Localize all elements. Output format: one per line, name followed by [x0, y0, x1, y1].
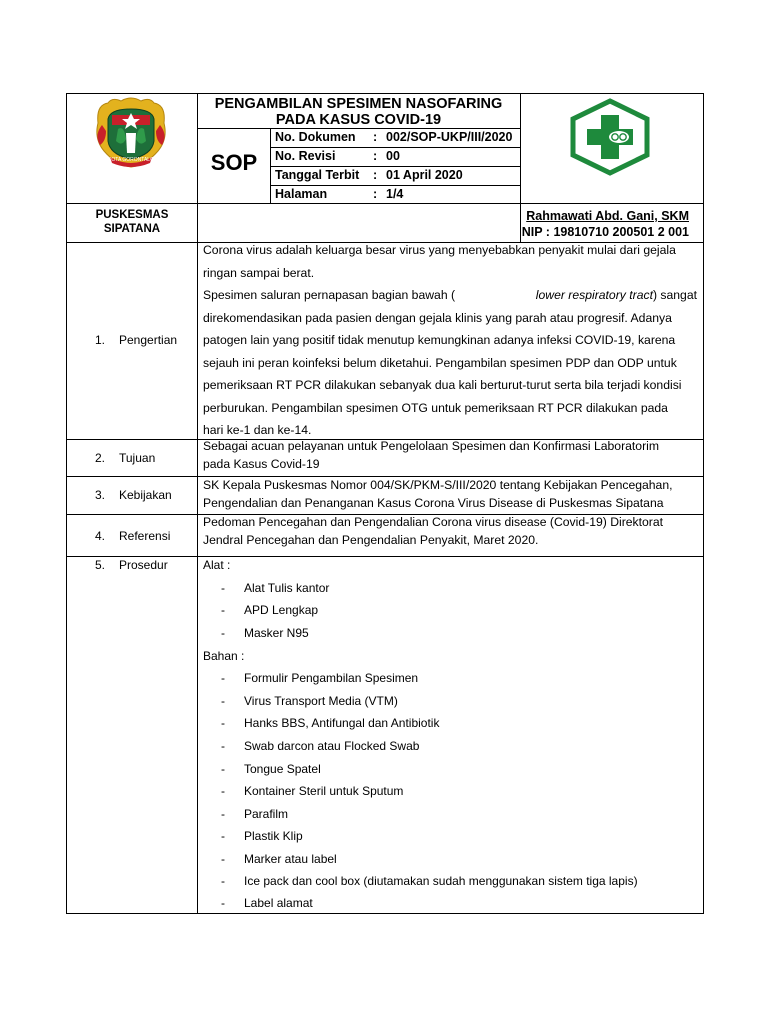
- bahan-item: Ice pack dan cool box (diutamakan sudah menggunakan sistem tiga lapis): [244, 874, 638, 888]
- list-dash: -: [221, 694, 225, 708]
- bahan-item: Tongue Spatel: [244, 762, 321, 776]
- bahan-item: Virus Transport Media (VTM): [244, 694, 398, 708]
- meta-colon: :: [373, 187, 378, 201]
- sop-label: SOP: [210, 150, 258, 175]
- puskesmas-logo: [567, 97, 653, 177]
- section-number-5: 5.: [95, 558, 106, 572]
- section-label-kebijakan: Kebijakan: [119, 488, 172, 502]
- bahan-item: Plastik Klip: [244, 829, 303, 843]
- list-dash: -: [221, 852, 225, 866]
- list-dash: -: [221, 762, 225, 776]
- alat-item: Masker N95: [244, 626, 309, 640]
- list-dash: -: [221, 739, 225, 753]
- tujuan-text: [203, 437, 697, 473]
- section-label-pengertian: Pengertian: [119, 333, 178, 347]
- column-divider: [197, 93, 198, 914]
- meta-value-halaman: 1/4: [386, 187, 404, 201]
- meta-label-no-revisi: No. Revisi: [275, 149, 336, 163]
- bahan-item: Kontainer Steril untuk Sputum: [244, 784, 404, 798]
- meta-label-halaman: Halaman: [275, 187, 328, 201]
- org-line-1: PUSKESMAS: [95, 209, 169, 221]
- document-title: [197, 96, 520, 128]
- pengertian-line: ringan sampai berat.: [203, 265, 315, 280]
- bahan-item: Hanks BBS, Antifungal dan Antibiotik: [244, 716, 440, 730]
- alat-item: APD Lengkap: [244, 603, 319, 617]
- meta-value-tanggal-terbit: 01 April 2020: [386, 168, 463, 182]
- row4-bottom-line: [66, 556, 704, 557]
- section-number-4: 4.: [95, 529, 106, 543]
- org-name: [67, 208, 197, 236]
- pengertian-text: [203, 239, 697, 442]
- kota-gorontalo-seal-logo: [88, 95, 174, 170]
- bahan-item: Marker atau label: [244, 852, 337, 866]
- sop-meta-divider: [270, 128, 271, 203]
- list-dash: -: [221, 829, 225, 843]
- list-dash: -: [221, 896, 225, 910]
- pengertian-line3-pre: Spesimen saluran pernapasan bagian bawah (: [203, 288, 456, 302]
- referensi-line: Pedoman Pencegahan dan Pengendalian Corona virus disease (Covid-19) Direktorat: [203, 515, 664, 529]
- pengertian-line: patogen lain yang positif tidak menutup kemungkinan adanya infeksi COVID-19, karena: [203, 333, 676, 347]
- pengertian-line: Corona virus adalah keluarga besar virus yang menyebabkan penyakit mulai dari gejala: [203, 243, 676, 257]
- meta-colon: :: [373, 168, 378, 182]
- meta-label-no-dokumen: No. Dokumen: [275, 130, 356, 144]
- alat-heading: Alat :: [203, 558, 231, 572]
- meta-label-tanggal-terbit: Tanggal Terbit: [275, 168, 360, 182]
- seal-caption: KOTA GORONTALO: [108, 157, 154, 163]
- list-dash: -: [221, 626, 225, 640]
- meta-colon: :: [373, 149, 378, 163]
- kebijakan-line: Pengendalian dan Penanganan Kasus Corona Virus Disease di Puskesmas Sipatana: [203, 496, 664, 510]
- referensi-line: Jendral Pencegahan dan Pengendalian Penyakit, Maret 2020.: [203, 533, 539, 547]
- kebijakan-line: SK Kepala Puskesmas Nomor 004/SK/PKM-S/III/2020 tentang Kebijakan Pencegahan,: [203, 478, 673, 492]
- bahan-item: Label alamat: [244, 896, 313, 910]
- section-label-tujuan: Tujuan: [119, 451, 156, 465]
- meta-value-no-revisi: 00: [386, 149, 400, 163]
- bahan-item: Parafilm: [244, 807, 289, 821]
- table-border-right: [703, 93, 704, 914]
- meta-row-line-3: [270, 185, 520, 186]
- signer-nip: NIP : 19810710 200501 2 001: [521, 225, 689, 239]
- list-dash: -: [221, 603, 225, 617]
- list-dash: -: [221, 807, 225, 821]
- meta-row-line-2: [270, 166, 520, 167]
- section-number-2: 2.: [95, 451, 106, 465]
- kebijakan-text: [203, 476, 697, 512]
- header-bottom-line: [66, 203, 704, 204]
- title-line-1: PENGAMBILAN SPESIMEN NASOFARING: [214, 96, 503, 112]
- pengertian-line: [203, 284, 697, 307]
- tujuan-line: pada Kasus Covid-19: [203, 457, 320, 471]
- pengertian-line: direkomendasikan pada pasien dengan gejala klinis yang parah atau progresif. Adanya: [203, 310, 672, 325]
- table-border-bottom: [66, 913, 704, 914]
- section-label-prosedur: Prosedur: [119, 558, 168, 572]
- bahan-item: Swab darcon atau Flocked Swab: [244, 739, 420, 753]
- list-dash: -: [221, 581, 225, 595]
- signer-block: [520, 208, 689, 240]
- title-line-2: PADA KASUS COVID-19: [275, 112, 442, 128]
- meta-colon: :: [373, 130, 378, 144]
- pengertian-line: sejauh ini peran koinfeksi belum diketahui. Pengambilan spesimen PDP dan ODP untuk: [203, 355, 677, 370]
- pengertian-line: hari ke-1 dan ke-14.: [203, 423, 312, 437]
- list-dash: -: [221, 874, 225, 888]
- lower-respiratory-tract-term: lower respiratory tract: [535, 288, 653, 302]
- meta-value-no-dokumen: 002/SOP-UKP/III/2020: [386, 130, 513, 144]
- list-dash: -: [221, 671, 225, 685]
- alat-item: Alat Tulis kantor: [244, 581, 330, 595]
- section-label-referensi: Referensi: [119, 529, 171, 543]
- bahan-item: Formulir Pengambilan Spesimen: [244, 671, 419, 685]
- title-divider: [197, 128, 520, 129]
- tujuan-line: Sebagai acuan pelayanan untuk Pengelolaan Spesimen dan Konfirmasi Laboratorim: [203, 439, 659, 453]
- list-dash: -: [221, 716, 225, 730]
- signer-name: Rahmawati Abd. Gani, SKM: [526, 209, 689, 223]
- section-number-1: 1.: [95, 333, 106, 347]
- pengertian-line: perburukan. Pengambilan spesimen OTG untuk pemeriksaan RT PCR dilakukan pada: [203, 400, 668, 415]
- section-number-3: 3.: [95, 488, 106, 502]
- org-line-2: SIPATANA: [103, 223, 161, 235]
- list-dash: -: [221, 784, 225, 798]
- table-border-top: [66, 93, 704, 94]
- bahan-heading: Bahan :: [203, 649, 245, 663]
- meta-row-line-1: [270, 147, 520, 148]
- referensi-text: [203, 513, 697, 549]
- pengertian-line: pemeriksaan RT PCR dilakukan sebanyak dua kali berturut-turut serta bila terjadi kondisi: [203, 378, 682, 392]
- pengertian-line3-post: ) sangat: [652, 288, 697, 302]
